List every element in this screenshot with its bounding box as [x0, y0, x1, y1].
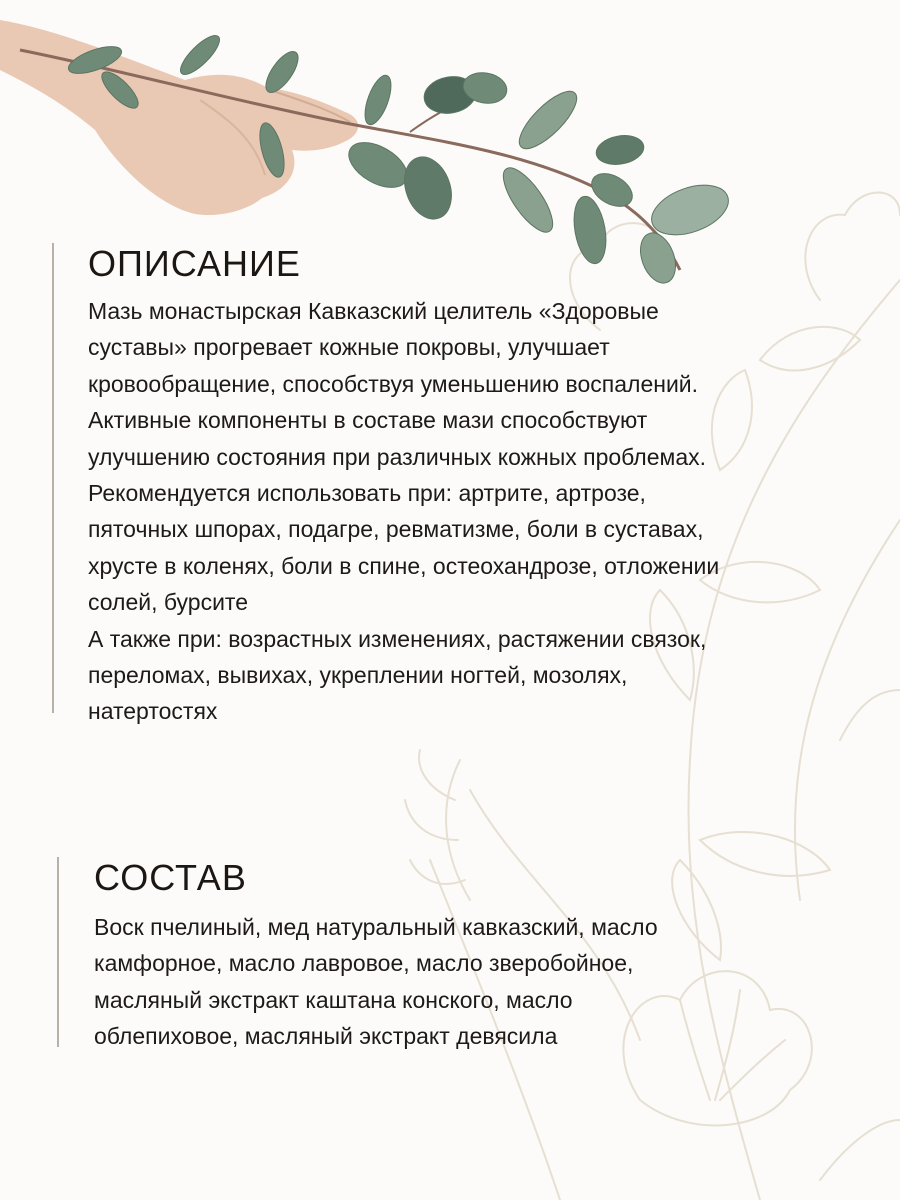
composition-line: масляный экстракт каштана конского, масло [94, 986, 573, 1013]
description-line: Активные компоненты в составе мази способствуют [88, 407, 648, 434]
description-line: улучшению состояния при различных кожных проблемах. [88, 443, 707, 470]
composition-line: облепиховое, масляный экстракт девясила [94, 1023, 558, 1050]
description-line: Мазь монастырская Кавказский целитель «Здоровые [88, 298, 659, 324]
composition-accent-line [57, 857, 59, 1047]
description-line: натертостях [88, 698, 218, 725]
description-line: суставы» прогревает кожные покровы, улучшает [88, 334, 610, 361]
description-line: пяточных шпорах, подагре, ревматизме, боли в суставах, [88, 516, 704, 543]
description-line: хрусте в коленях, боли в спине, остеохандрозе, отложении [88, 552, 720, 579]
composition-heading: СОСТАВ [94, 857, 247, 898]
description-line: переломах, вывихах, укреплении ногтей, мозолях, [88, 662, 628, 689]
description-accent-line [52, 243, 54, 713]
description-line: Рекомендуется использовать при: артрите, артрозе, [88, 480, 646, 507]
composition-text [94, 909, 814, 1055]
description-heading: ОПИСАНИЕ [88, 243, 301, 284]
composition-line: камфорное, масло лавровое, масло зверобойное, [94, 950, 634, 977]
description-line: А также при: возрастных изменениях, растяжении связок, [88, 625, 707, 652]
description-text [88, 293, 848, 730]
description-section [52, 243, 852, 723]
description-line: солей, бурсите [88, 589, 249, 616]
composition-section [57, 857, 817, 1049]
description-line: кровообращение, способствуя уменьшению воспалений. [88, 370, 699, 397]
composition-line: Воск пчелиный, мед натуральный кавказский, масло [94, 914, 658, 940]
